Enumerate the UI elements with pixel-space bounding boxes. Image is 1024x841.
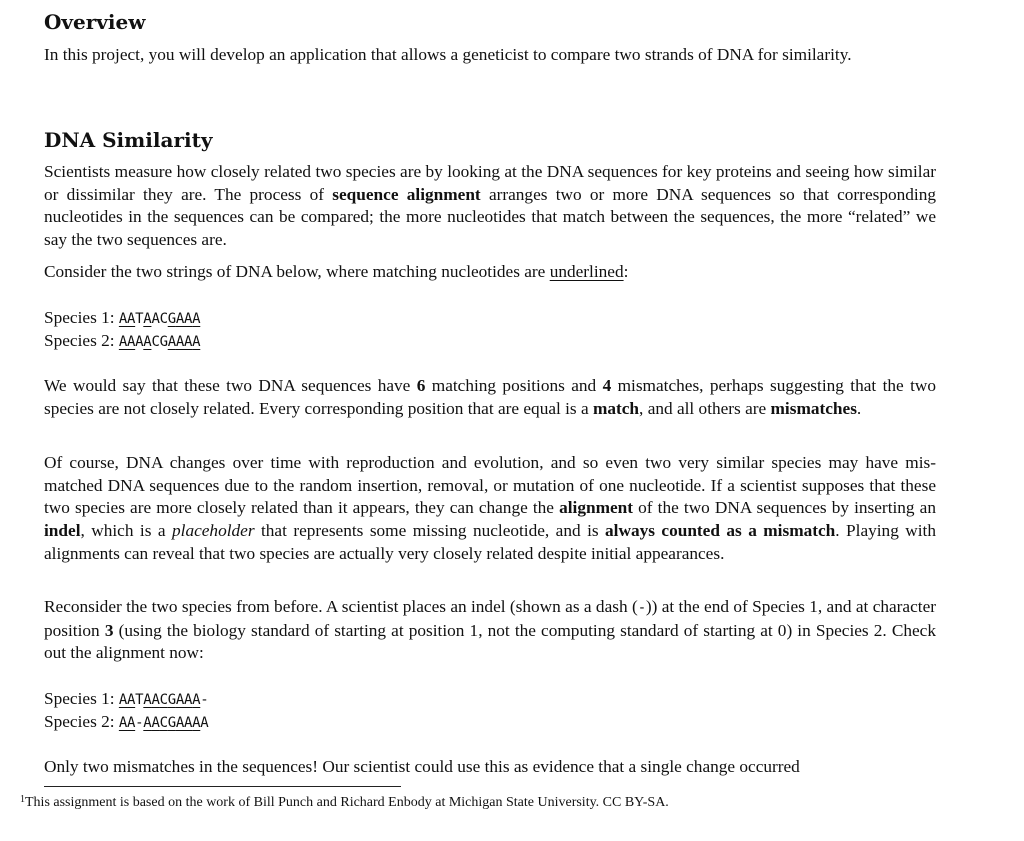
footnote-rule [44,786,401,787]
nucleotide: T [135,692,144,708]
species-2-sequence [119,334,200,350]
paragraph-indel: Of course, DNA changes over time with reproduction and evolution, and so even two very similar species may have mis-matched DNA sequences due to the random insertion, removal, or mutation of one nucleotide. If a scientist supposes that these two species are more closely related than it appears, they can change the alignment of the two DNA sequences by inserting an indel, which is a placeholder that represents some missing nucleotide, and is always counted as a mismatch. Playing with alignments can reveal that two species are actually very closely related despite initial appearances. [44,453,937,563]
nucleotide: A [143,311,152,327]
species-1-sequence [119,311,200,327]
paragraph-conclusion: Only two mismatches in the sequences! Our scientist could use this as evidence that a single change occurred [44,757,800,776]
paragraph-intro: Scientists measure how closely related two species are by looking at the DNA sequences for key proteins and seeing how similar or dissimilar they are. The process of sequence alignment arranges two or more DNA sequences so that corresponding nucleotides in the sequences can be compared; the more nucleotides that match between the sequences, the more “related” we say the two sequences are. [44,162,936,250]
nucleotide: A [127,692,136,708]
nucleotide: A [151,692,160,708]
species-1-line: Species 1: AATAACGAAA [44,308,201,327]
species-2-aligned-sequence [119,715,209,731]
nucleotide: A [184,715,193,731]
footnote [20,791,669,812]
nucleotide: A [127,311,136,327]
nucleotide: A [151,715,160,731]
nucleotide: A [143,715,152,731]
species-2-line: Species 2: AAAACGAAAA [44,331,201,350]
nucleotide: A [184,334,193,350]
paragraph-consider: Consider the two strings of DNA below, where matching nucleotides are underlined: [44,262,629,281]
term-match: match [592,398,640,418]
nucleotide: A [118,334,128,350]
nucleotide: A [200,715,209,731]
footnote-marker: 1 [20,794,25,805]
nucleotide: G [167,715,176,731]
nucleotide: A [175,715,184,731]
nucleotide: A [135,334,144,350]
nucleotide: A [175,692,184,708]
overview-heading: Overview [44,10,146,34]
nucleotide: A [143,692,152,708]
nucleotide: A [143,334,152,350]
nucleotide: C [159,715,168,731]
nucleotide: A [127,334,136,350]
term-indel: indel [44,521,81,541]
term-mismatches: mismatches [770,398,857,418]
nucleotide: C [159,311,168,327]
nucleotide: A [192,715,201,731]
nucleotide: G [167,311,176,327]
dna-similarity-heading: DNA Similarity [44,128,213,152]
nucleotide: G [167,692,176,708]
nucleotide: A [118,692,128,708]
nucleotide: C [151,334,160,350]
nucleotide: A [118,311,128,327]
nucleotide: A [151,311,160,327]
term-sequence-alignment: sequence alignment [332,184,481,204]
term-alignment: alignment [559,498,634,518]
nucleotide: C [159,692,168,708]
footnote-text: This assignment is based on the work of Bill Punch and Richard Enbody at Michigan State University. CC BY-SA. [25,795,669,810]
nucleotide: - [200,692,209,708]
nucleotide: - [135,715,144,731]
nucleotide: T [135,311,144,327]
nucleotide: A [167,334,176,350]
nucleotide: A [192,334,201,350]
nucleotide: G [159,334,168,350]
overview-paragraph: In this project, you will develop an application that allows a geneticist to compare two strands of DNA for similarity. [44,45,852,64]
nucleotide: A [184,692,193,708]
species-2-aligned-line: Species 2: AA-AACGAAAA [44,712,209,731]
example-1 [44,307,200,353]
nucleotide: A [175,311,184,327]
term-always-mismatch: always counted as a mismatch [605,521,836,541]
underlined-word: underlined [549,262,624,281]
species-1-aligned-sequence [119,692,209,708]
species-1-aligned-line: Species 1: AATAACGAAA- [44,689,209,708]
nucleotide: A [127,715,136,731]
nucleotide: A [118,715,128,731]
nucleotide: A [192,311,201,327]
example-2 [44,688,208,734]
term-placeholder: placeholder [172,521,255,541]
paragraph-reconsider: Reconsider the two species from before. A scientist places an indel (shown as a dash (-)) at the end of Species 1, and at character position 3 (using the biology standard of starting at position 1, not the computing standard of starting at 0) in Species 2. Check out the alignment now: [44,597,936,663]
nucleotide: A [175,334,184,350]
nucleotide: A [184,311,193,327]
paragraph-matches: We would say that these two DNA sequences have 6 matching positions and 4 mismatches, perhaps suggesting that the two species are not closely related. Every corresponding position that are equal is a match, and all others are mismatches. [44,376,936,418]
nucleotide: A [192,692,201,708]
